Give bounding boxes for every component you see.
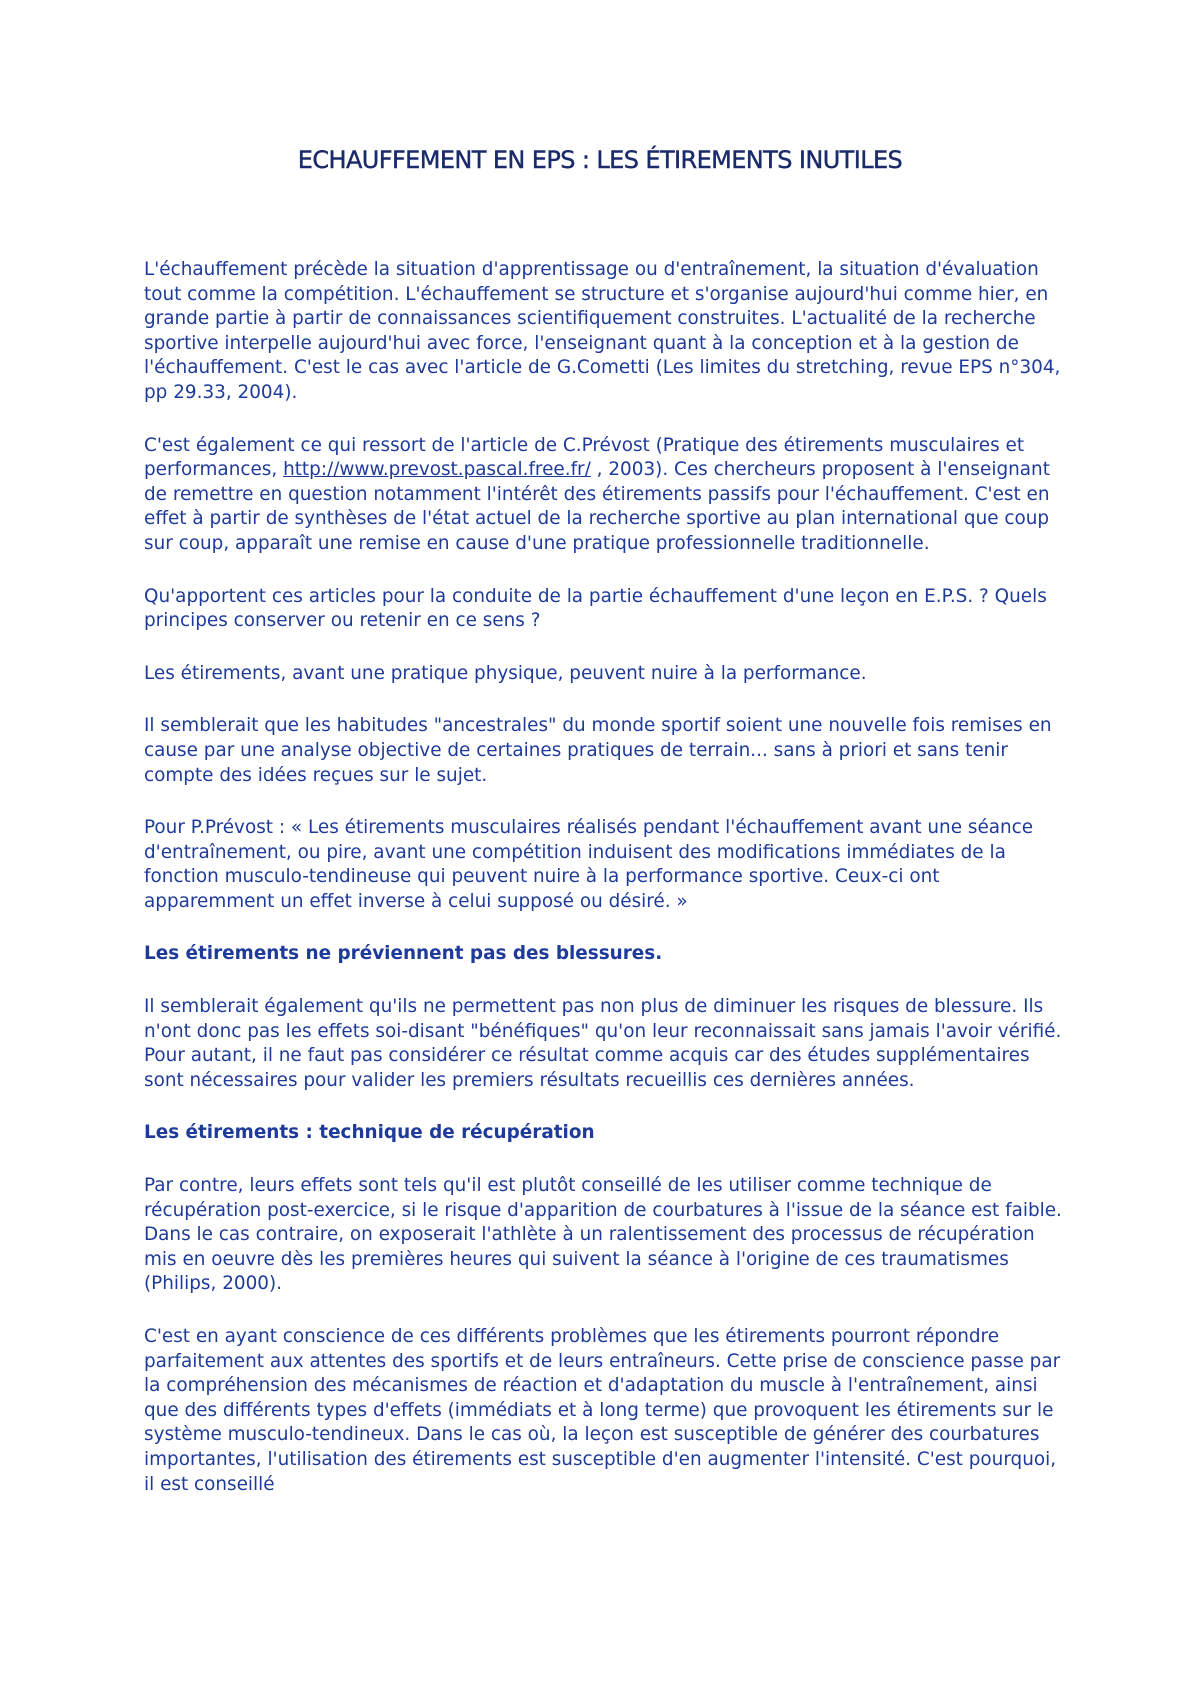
paragraph-recovery: Par contre, leurs effets sont tels qu'il est plutôt conseillé de les utiliser comme technique de récupération post-exercice, si le risque d'apparition de courbatures à l'issue de la séance est faible. Dans le cas contraire, on exposerait l'athlète à un ralentissement des processus de récupération mis en oeuvre dès les premières heures qui suivent la séance à l'origine de ces traumatismes (Philips, 2000). xyxy=(144,1175,1062,1295)
paragraph-conclusion: C'est en ayant conscience de ces différents problèmes que les étirements pourront répondre parfaitement aux attentes des sportifs et de leurs entraîneurs. Cette prise de conscience passe par la compréhension des mécanismes de réaction et d'adaptation du muscle à l'entraînement, ainsi que des différents types d'effets (immédiats et à long terme) que provoquent les étirements sur le système musculo-tendineux. Dans le cas où, la leçon est susceptible de générer des courbatures importantes, l'utilisation des étirements est susceptible d'en augmenter l'intensité. C'est pourquoi, il est conseillé xyxy=(144,1326,1061,1495)
paragraph-habits: Il semblerait que les habitudes "ancestrales" du monde sportif soient une nouvelle fois remises en cause par une analyse objective de certaines pratiques de terrain... sans à priori et sans tenir compte des idées reçues sur le sujet. xyxy=(144,715,1052,786)
paragraph-text: , 2003). Ces chercheurs proposent à l'enseignant de remettre en question notamment l'intérêt des étirements passifs pour l'échauffement. C'est en effet à partir de synthèses de l'état actuel de la recherche sportive au plan international que coup sur coup, apparaît une remise en cause d'une pratique professionnelle traditionnelle. xyxy=(144,459,1050,554)
paragraph-question: Qu'apportent ces articles pour la conduite de la partie échauffement d'une leçon en E.P.S. ? Quels principes conserver ou retenir en ce sens ? xyxy=(144,585,1047,632)
paragraph-text: C'est également ce qui ressort de l'article de C.Prévost (Pratique des étirements musculaires et performances, xyxy=(144,434,1025,481)
section-heading-recovery: Les étirements : technique de récupération xyxy=(144,1122,595,1144)
document-body xyxy=(144,258,1064,1497)
paragraph-prevost-article xyxy=(144,434,1064,557)
paragraph-injuries: Il semblerait également qu'ils ne permettent pas non plus de diminuer les risques de blessure. Ils n'ont donc pas les effets soi-disant "bénéfiques" qu'on leur reconnaissait sans jamais l'avoir vérifié. Pour autant, il ne faut pas considérer ce résultat comme acquis car des études supplémentaires sont nécessaires pour valider les premiers résultats recueillis ces dernières années. xyxy=(144,996,1062,1091)
paragraph-intro: L'échauffement précède la situation d'apprentissage ou d'entraînement, la situation d'évaluation tout comme la compétition. L'échauffement se structure et s'organise aujourd'hui comme hier, en grande partie à partir de connaissances scientifiquement construites. L'actualité de la recherche sportive interpelle aujourd'hui avec force, l'enseignant quant à la conception et à la gestion de l'échauffement. C'est le cas avec l'article de G.Cometti (Les limites du stretching, revue EPS n°304, pp 29.33, 2004). xyxy=(144,259,1061,403)
paragraph-performance: Les étirements, avant une pratique physique, peuvent nuire à la performance. xyxy=(144,662,867,684)
paragraph-quote: Pour P.Prévost : « Les étirements musculaires réalisés pendant l'échauffement avant une séance d'entraînement, ou pire, avant une compétition induisent des modifications immédiates de la fonction musculo-tendineuse qui peuvent nuire à la performance sportive. Ceux-ci ont apparemment un effet inverse à celui supposé ou désiré. » xyxy=(144,817,1034,912)
document-title: ECHAUFFEMENT EN EPS : LES ÉTIREMENTS INUTILES xyxy=(297,146,903,174)
section-heading-injuries: Les étirements ne préviennent pas des blessures. xyxy=(144,943,663,965)
prevost-website-link[interactable]: http://www.prevost.pascal.free.fr/ xyxy=(283,459,591,481)
